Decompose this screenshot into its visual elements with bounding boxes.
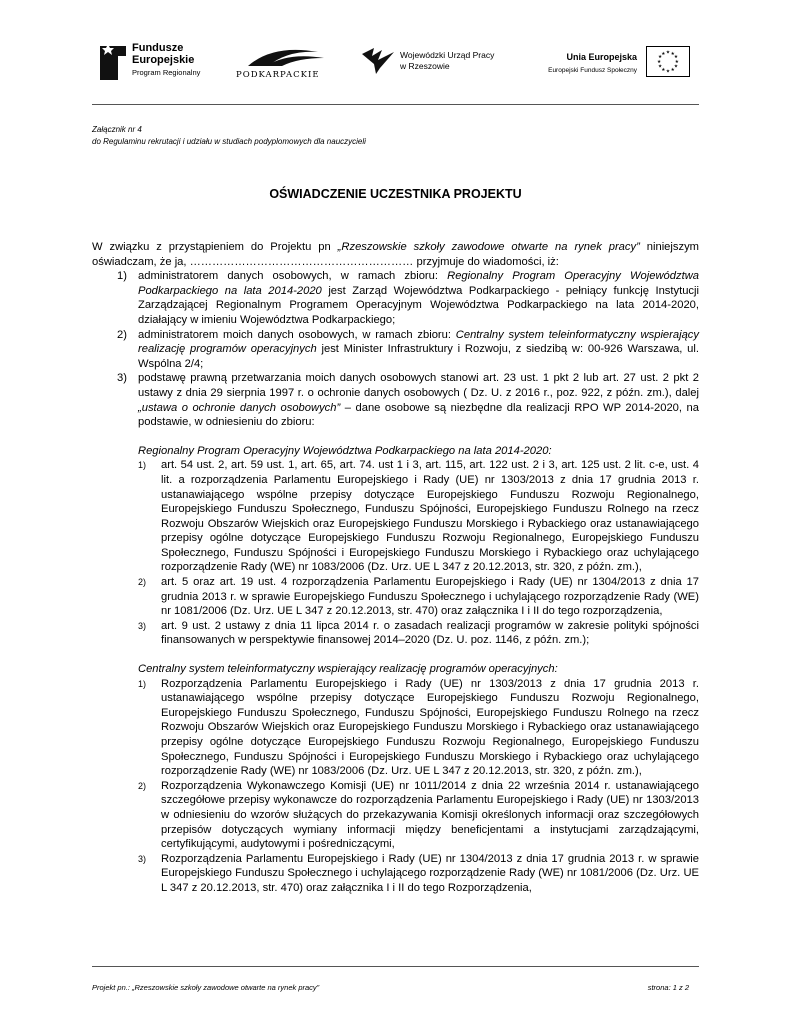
svg-text:★: ★ bbox=[673, 55, 679, 61]
svg-text:★: ★ bbox=[670, 51, 675, 57]
svg-text:★: ★ bbox=[670, 67, 675, 73]
wup-logo-text: Wojewódzki Urząd Pracy w Rzeszowie bbox=[400, 50, 495, 71]
svg-text:★: ★ bbox=[657, 55, 663, 61]
cst-section-heading: Centralny system teleinformatyczny wspierający realizację programów operacyjnych: bbox=[138, 663, 558, 676]
list-item: 3) art. 9 ust. 2 ustawy z dnia 11 lipca 2014 r. o zasadach realizacji programów w zakresie polityki spójności finansowanych w perspektywie finansowej 2014–2020 (Dz. U. poz. 1146, z późn. zm.); bbox=[138, 619, 699, 647]
list-item: 3) Rozporządzenia Parlamentu Europejskiego i Rady (UE) nr 1304/2013 z dnia 17 grudnia 2013 r. w sprawie Europejskiego Funduszu Społecznego i uchylającego rozporządzenie Rady (WE) nr 1081/2006 (Dz. Urz. UE L 347 z 20.12.2013, str. 470) oraz załącznika I i II do tego Rozporządzenia, bbox=[138, 852, 699, 894]
svg-text:★: ★ bbox=[665, 69, 671, 75]
fe-logo-subtext: Program Regionalny bbox=[132, 68, 201, 77]
svg-text:★: ★ bbox=[665, 50, 671, 56]
list-item: 1) art. 54 ust. 2, art. 59 ust. 1, art. 65, art. 74. ust 1 i 3, art. 115, art. 122 ust. 2 i 3, art. 125 ust. 2 lit. c-e, ust. 4 lit. a rozporządzenia Parlamentu Europejskiego i Rady (UE) nr 1303/2013 z dnia 17 grudnia 2013 r. ustanawiającego wspólne przepisy dotyczące Europejskiego Funduszu Rozwoju Regionalnego, Europejskiego Funduszu Społecznego, Funduszu Spójności, Europejskiego Funduszu Rolnego na rzecz Rozwoju Obszarów Wiejskich oraz Europejskiego Funduszu Morskiego i Rybackiego oraz ustanawiającego przepisy ogólne dotyczące Europejskiego Funduszu Rozwoju Regionalnego, Europejskiego Funduszu Społecznego, Funduszu Spójności i Europejskiego Funduszu Morskiego i Rybackiego oraz uchylającego rozporządzenie Rady (WE) nr 1083/2006 (Dz. Urz. UE L 347 z 20.12.2013, str. 320, z późn. zm.), bbox=[138, 459, 699, 574]
list-item: 1) administratorem danych osobowych, w ramach zbioru: Regionalny Program Operacyjny Województwa Podkarpackiego na lata 2014-2020 jest Zarząd Województwa Podkarpackiego - pełniący funkcję Instytucji Zarządzającej Regionalnym Programem Operacyjnym Województwa Podkarpackiego na lata 2014-2020, działający w imieniu Województwa Podkarpackiego; bbox=[117, 270, 699, 326]
list-item: 2) Rozporządzenia Wykonawczego Komisji (UE) nr 1011/2014 z dnia 22 września 2014 r. ustanawiającego szczegółowe przepisy wykonawcze do rozporządzenia Parlamentu Europejskiego i Rady (UE) nr 1303/2013 w odniesieniu do wzorów służących do przekazywania Komisji określonych informacji oraz szczegółowych przepisów dotyczących wymiany informacji między beneficjentami a instytucjami zarządzającymi, certyfikującymi, audytowymi i pośredniczącymi, bbox=[138, 779, 699, 851]
attachment-note: Załącznik nr 4 do Regulaminu rekrutacji i udziału w studiach podyplomowych dla nauczycieli bbox=[92, 125, 366, 146]
svg-text:★: ★ bbox=[661, 67, 666, 73]
footer-project: Projekt pn.: „Rzeszowskie szkoły zawodowe otwarte na rynek pracy” bbox=[92, 983, 320, 992]
ue-logo-subtext: Europejski Fundusz Społeczny bbox=[548, 67, 637, 74]
cst-section bbox=[138, 662, 699, 896]
rpo-section-heading: Regionalny Program Operacyjny Województwa Podkarpackiego na lata 2014-2020: bbox=[138, 444, 552, 457]
document-title: OŚWIADCZENIE UCZESTNIKA PROJEKTU bbox=[269, 187, 522, 201]
eu-flag-icon bbox=[646, 46, 690, 77]
fe-logo-text: Fundusze Europejskie bbox=[132, 42, 195, 66]
header-divider bbox=[92, 104, 699, 105]
svg-text:★: ★ bbox=[674, 59, 679, 65]
podkarpackie-logo-text: PODKARPACKIE bbox=[236, 70, 320, 80]
svg-text:★: ★ bbox=[673, 64, 679, 70]
page-number: strona: 1 z 2 bbox=[647, 983, 689, 992]
fundusze-europejskie-logo bbox=[100, 40, 210, 84]
podkarpackie-wave-icon bbox=[238, 44, 328, 68]
unia-europejska-logo bbox=[540, 46, 690, 82]
document-body bbox=[92, 240, 699, 896]
page-header bbox=[0, 0, 791, 100]
list-item: 2) art. 5 oraz art. 19 ust. 4 rozporządzenia Parlamentu Europejskiego i Rady (UE) nr 1304/2013 z dnia 17 grudnia 2013 r. w sprawie Europejskiego Funduszu Społecznego i uchylającego rozporządzenie Rady (WE) nr 1081/2006 (Dz. Urz. UE L 347 z 20.12.2013, str. 470) oraz załącznika I i II do tego rozporządzenia, bbox=[138, 576, 699, 618]
rpo-section bbox=[138, 444, 699, 648]
ue-logo-text: Unia Europejska bbox=[566, 52, 637, 62]
svg-text:★: ★ bbox=[661, 51, 666, 57]
svg-text:★: ★ bbox=[657, 59, 662, 65]
intro-paragraph: W związku z przystąpieniem do Projektu pn „Rzeszowskie szkoły zawodowe otwarte na rynek pracy” niniejszym oświadczam, że ja, …………………………………………………… przyjmuje do wiadomości, iż: bbox=[92, 241, 699, 268]
wup-bird-icon bbox=[360, 46, 396, 76]
footer-divider bbox=[92, 966, 699, 967]
list-item: 1) Rozporządzenia Parlamentu Europejskiego i Rady (UE) nr 1303/2013 z dnia 17 grudnia 2013 r. ustanawiającego wspólne przepisy dotyczące Europejskiego Funduszu Rozwoju Regionalnego, Europejskiego Funduszu Społecznego, Funduszu Spójności, Europejskiego Funduszu Rolnego na rzecz Rozwoju Obszarów Wiejskich oraz Europejskiego Funduszu Morskiego i Rybackiego oraz ustanawiającego przepisy ogólne dotyczące Europejskiego Funduszu Rozwoju Regionalnego, Europejskiego Funduszu Społecznego, Funduszu Spójności i Europejskiego Funduszu Morskiego i Rybackiego oraz uchylającego rozporządzenie Rady (WE) nr 1083/2006 (Dz. Urz. UE L 347 z 20.12.2013, str. 320, z późn. zm.), bbox=[138, 677, 699, 778]
podkarpackie-logo bbox=[236, 44, 336, 84]
list-item: 3) podstawę prawną przetwarzania moich danych osobowych stanowi art. 23 ust. 1 pkt 2 lub art. 27 ust. 2 pkt 2 ustawy z dnia 29 sierpnia 1997 r. o ochronie danych osobowych ( Dz. U. z 2016 r., poz. 922, z późn. zm.), dalej „ustawa o ochronie danych osobowych” – dane osobowe są niezbędne dla realizacji RPO WP 2014-2020, na podstawie, w odniesieniu do zbioru: bbox=[117, 372, 699, 429]
list-item: 2) administratorem moich danych osobowych, w ramach zbioru: Centralny system teleinformatyczny wspierający realizację programów operacyjnych jest Minister Infrastruktury i Rozwoju, z siedzibą w: 00-926 Warszawa, ul. Wspólna 2/4; bbox=[117, 328, 699, 370]
fe-flag-icon bbox=[100, 42, 126, 80]
page-footer bbox=[92, 983, 699, 992]
svg-text:★: ★ bbox=[657, 64, 663, 70]
wup-logo bbox=[360, 46, 510, 80]
